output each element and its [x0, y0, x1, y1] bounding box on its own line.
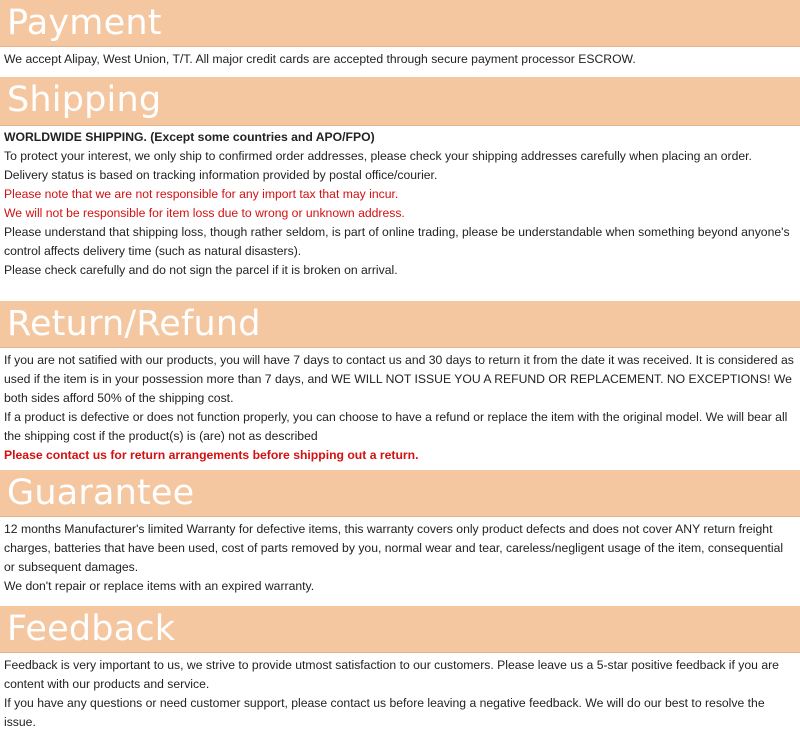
shipping-heading: WORLDWIDE SHIPPING. (Except some countries and APO/FPO) [4, 130, 375, 144]
shipping-line-check-parcel: Please check carefully and do not sign the parcel if it is broken on arrival. [4, 263, 398, 277]
payment-section [0, 0, 800, 77]
guarantee-section [0, 470, 800, 606]
feedback-body [0, 653, 800, 737]
shipping-header-bar [0, 77, 800, 126]
payment-text: We accept Alipay, West Union, T/T. All major credit cards are accepted through secure payment processor ESCROW. [4, 52, 636, 66]
return-line-policy: If you are not satified with our products, you will have 7 days to contact us and 30 days to return it from the date it was received. It is considered as used if the item is in your possession more than 7 days, and WE WILL NOT ISSUE YOU A REFUND OR REPLACEMENT. NO EXCEPTIONS! We both sides afford 50% of the shipping cost. [4, 353, 794, 405]
return-refund-title: Return/Refund [7, 304, 261, 344]
guarantee-body [0, 517, 800, 606]
shipping-line-shipping-loss: Please understand that shipping loss, though rather seldom, is part of online trading, please be understandable when something beyond anyone's control affects delivery time (such as natural disasters). [4, 225, 790, 258]
shipping-line-import-tax: Please note that we are not responsible for any import tax that may incur. [4, 187, 399, 201]
feedback-header-bar [0, 606, 800, 653]
guarantee-header-bar [0, 470, 800, 517]
shipping-body [0, 126, 800, 301]
payment-body [0, 47, 800, 77]
return-refund-section [0, 301, 800, 470]
return-line-defective: If a product is defective or does not function properly, you can choose to have a refund or replace the item with the original model. We will bear all the shipping cost if the product(s) is (are) not as described [4, 410, 788, 443]
shipping-line-item-loss: We will not be responsible for item loss due to wrong or unknown address. [4, 206, 405, 220]
shipping-line-confirmed-address: To protect your interest, we only ship to confirmed order addresses, please check your shipping addresses carefully when placing an order. [4, 149, 752, 163]
feedback-line-importance: Feedback is very important to us, we strive to provide utmost satisfaction to our customers. Please leave us a 5-star positive feedback if you are content with our products and service. [4, 658, 779, 691]
return-line-contact-notice: Please contact us for return arrangements before shipping out a return. [4, 448, 419, 462]
return-refund-header-bar [0, 301, 800, 348]
payment-header-bar [0, 0, 800, 47]
shipping-line-delivery-status: Delivery status is based on tracking information provided by postal office/courier. [4, 168, 438, 182]
shipping-section [0, 77, 800, 301]
feedback-title: Feedback [7, 609, 176, 649]
payment-title: Payment [7, 3, 162, 43]
return-refund-body [0, 348, 800, 470]
guarantee-line-expired: We don't repair or replace items with an expired warranty. [4, 579, 315, 593]
guarantee-title: Guarantee [7, 473, 195, 513]
feedback-section [0, 606, 800, 737]
shipping-title: Shipping [7, 80, 162, 120]
feedback-line-support: If you have any questions or need customer support, please contact us before leaving a negative feedback. We will do our best to resolve the issue. [4, 696, 765, 729]
guarantee-line-warranty: 12 months Manufacturer's limited Warranty for defective items, this warranty covers only product defects and does not cover ANY return freight charges, batteries that have been used, cost of parts removed by you, normal wear and tear, careless/negligent usage of the item, consequential or subsequent damages. [4, 522, 784, 574]
